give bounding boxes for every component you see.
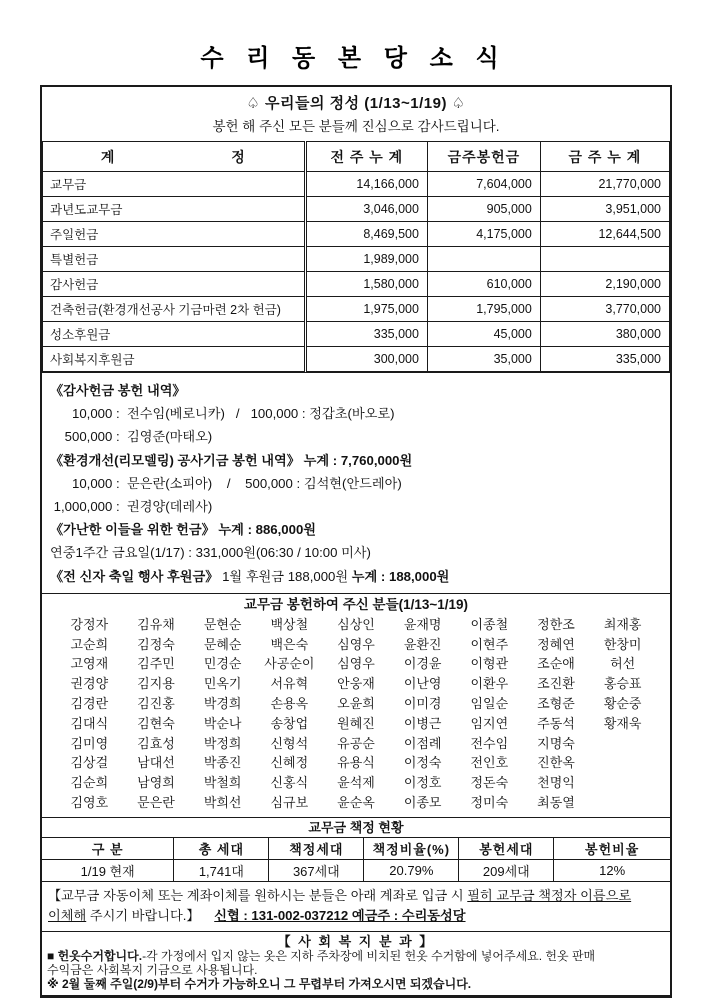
- donor-name: 황순중: [603, 696, 642, 712]
- assessment-title: 교무금 책정 현황: [308, 819, 404, 835]
- assessment-header-row: [42, 837, 670, 859]
- text-segment: 10,000 : 문은란(소피아) / 500,000 : 김석현(안드레아): [50, 475, 402, 491]
- donor-name: 유용식: [337, 755, 375, 771]
- page-title: 수 리 동 본 당 소 식: [200, 45, 507, 72]
- account-name: 주일헌금: [43, 222, 306, 247]
- donor-name: 심영우: [337, 636, 375, 652]
- this-week-amount: 1,795,000: [427, 297, 540, 322]
- text-line: [50, 449, 662, 472]
- donor-name: 윤환진: [403, 636, 442, 652]
- assessment-header: 봉헌세대: [459, 837, 554, 859]
- text-segment: 누계 : 188,000원: [351, 568, 450, 584]
- transfer-note: [42, 881, 670, 931]
- this-week-amount: 905,000: [427, 197, 540, 222]
- transfer-lines: [48, 886, 664, 926]
- text-line: [47, 964, 665, 978]
- assessment-value: 1/19 현재: [42, 859, 174, 881]
- text-segment: 1,000,000 : 권경양(데레사): [50, 499, 213, 515]
- donor-name: 김미영: [70, 735, 109, 751]
- donor-name: 주동석: [537, 715, 575, 731]
- donor-name: 민경순: [203, 656, 242, 672]
- offering-table: [42, 141, 670, 372]
- donor-name: [589, 753, 656, 773]
- donor-name: 오윤희: [337, 696, 375, 712]
- donor-name: 김효성: [137, 735, 175, 751]
- donor-name: 이병근: [403, 715, 442, 731]
- donor-names-section: [42, 593, 670, 817]
- donor-name: 이형관: [470, 656, 509, 672]
- donor-name: 정한조: [537, 616, 575, 632]
- donor-name: [589, 793, 656, 813]
- donor-name: 윤석제: [337, 775, 375, 791]
- assessment-value: 20.79%: [364, 859, 459, 881]
- donor-name: 이정호: [403, 775, 442, 791]
- offering-row: [43, 222, 670, 247]
- text-segment: ■ 헌옷수거합니다.: [47, 949, 143, 964]
- text-line: [48, 906, 664, 926]
- donor-name: 사공순이: [264, 656, 315, 672]
- text-segment: 신협 : 131-002-037212 예금주 : 수리동성당: [214, 908, 466, 924]
- donor-name: 신홍식: [270, 775, 309, 791]
- text-line: [50, 402, 662, 425]
- text-segment: 수익금은 사회복지 기금으로 사용됩니다.: [47, 963, 258, 978]
- account-name: 성소후원금: [43, 322, 306, 347]
- donor-name: 안웅재: [337, 676, 375, 692]
- assessment-value: 1,741대: [174, 859, 269, 881]
- donor-name: 정혜연: [537, 636, 575, 652]
- donor-name: 원혜진: [337, 715, 375, 731]
- this-week-amount: 7,604,000: [427, 172, 540, 197]
- donor-name: 김현숙: [137, 715, 175, 731]
- this-week-amount: 610,000: [427, 272, 540, 297]
- donor-name: 정미숙: [470, 795, 509, 810]
- donor-name: [589, 773, 656, 793]
- donor-name: 권경양: [70, 676, 109, 692]
- prev-week-total: 14,166,000: [305, 172, 427, 197]
- text-line: [50, 495, 662, 518]
- donor-name: 최동열: [537, 795, 575, 810]
- donor-name: 박희선: [203, 795, 242, 810]
- donor-name: 김진홍: [137, 696, 175, 712]
- text-segment: 주시기 바랍니다.】: [86, 908, 215, 924]
- donor-name: 윤순옥: [337, 795, 375, 810]
- offering-col-week-total: 금 주 누 계: [540, 142, 669, 172]
- text-line: [50, 518, 662, 541]
- donor-name: 정돈숙: [470, 775, 509, 791]
- text-line: [50, 379, 662, 402]
- text-segment: 이체해: [48, 908, 87, 924]
- donor-name: 박철희: [203, 775, 242, 791]
- this-week-total: 3,770,000: [540, 297, 669, 322]
- this-week-amount: 4,175,000: [427, 222, 540, 247]
- donor-name: 김경란: [70, 696, 109, 712]
- donor-name: 이현주: [470, 636, 509, 652]
- bulletin-body: [40, 85, 672, 998]
- donor-name: 이미경: [403, 696, 442, 712]
- prev-week-total: 1,975,000: [305, 297, 427, 322]
- donor-name: 김주민: [137, 656, 175, 672]
- this-week-total: 12,644,500: [540, 222, 669, 247]
- account-name: 교무금: [43, 172, 306, 197]
- donor-name: 허선: [610, 656, 636, 672]
- offering-row: [43, 197, 670, 222]
- donor-name: 조순애: [537, 656, 575, 672]
- donor-name: 강정자: [70, 616, 109, 632]
- assessment-section: [42, 817, 670, 882]
- donor-name: 남대선: [137, 755, 175, 771]
- names-grid: [42, 615, 670, 813]
- offering-row: [43, 272, 670, 297]
- donor-name: 송창업: [270, 715, 309, 731]
- this-week-total: 380,000: [540, 322, 669, 347]
- assessment-header: 책정비율(%): [364, 837, 459, 859]
- this-week-total: 21,770,000: [540, 172, 669, 197]
- offering-header-row: [43, 142, 670, 172]
- prev-week-total: 8,469,500: [305, 222, 427, 247]
- donor-name: 서유혁: [270, 676, 309, 692]
- donor-name: 최재홍: [603, 616, 642, 632]
- text-segment: 《전 신자 축일 행사 후원금》: [50, 568, 219, 584]
- text-segment: 【교무금 자동이체 또는 계좌이체를 원하시는 분들은 아래 계좌로 입금 시: [48, 888, 468, 904]
- offering-row: [43, 347, 670, 372]
- text-segment: 10,000 : 전수임(베로니카) / 100,000 : 정갑초(바오로): [50, 406, 395, 422]
- offering-col-account-label: 계: [100, 148, 116, 165]
- assessment-value: 209세대: [459, 859, 554, 881]
- donor-name: 이점례: [403, 735, 442, 751]
- donor-name: 고영재: [70, 656, 109, 672]
- detail-lines: [50, 379, 662, 588]
- donor-name: 민옥기: [203, 676, 242, 692]
- text-line: [50, 472, 662, 495]
- prev-week-total: 300,000: [305, 347, 427, 372]
- assessment-data-row: [42, 859, 670, 881]
- offering-row: [43, 297, 670, 322]
- donor-name: 박정희: [203, 735, 242, 751]
- text-line: [50, 425, 662, 448]
- account-name: 사회복지후원금: [43, 347, 306, 372]
- donor-name: 손용옥: [270, 696, 309, 712]
- donor-name: 임일순: [470, 696, 509, 712]
- welfare-section: [42, 931, 670, 994]
- donor-name: 전수임: [470, 735, 509, 751]
- donor-name: 황재욱: [603, 715, 642, 731]
- text-segment: -각 가정에서 입지 않는 옷은 지하 주차장에 비치된 헌옷 수거함에 넣어주세요. 헌옷 판매: [142, 949, 596, 964]
- donor-name: 김대식: [70, 715, 109, 731]
- donor-name: 백상철: [270, 616, 309, 632]
- donor-name: 신혜정: [270, 755, 309, 771]
- donor-name: 유공순: [337, 735, 375, 751]
- donor-name: 조형준: [537, 696, 575, 712]
- offering-row: [43, 172, 670, 197]
- text-segment: 《환경개선(리모델링) 공사기금 봉헌 내역》 누계 : 7,760,000원: [50, 452, 413, 468]
- text-line: [48, 886, 664, 906]
- donor-name: 이경윤: [403, 656, 442, 672]
- donor-name: 신형석: [270, 735, 309, 751]
- this-week-amount: [427, 247, 540, 272]
- donor-name: 김순희: [70, 775, 109, 791]
- donor-name: 김영호: [70, 795, 109, 810]
- offering-col-this-week: 금주봉헌금: [427, 142, 540, 172]
- donor-names-title: 교무금 봉헌하여 주신 분들(1/13~1/19): [243, 596, 469, 612]
- donor-name: 김지용: [137, 676, 175, 692]
- text-segment: 500,000 : 김영준(마태오): [50, 429, 213, 445]
- offering-row: [43, 247, 670, 272]
- donor-name: 김정숙: [137, 636, 175, 652]
- account-name: 감사헌금: [43, 272, 306, 297]
- assessment-table: [42, 837, 670, 882]
- assessment-header: 봉헌비율: [554, 837, 670, 859]
- prev-week-total: 1,580,000: [305, 272, 427, 297]
- donor-name: 지명숙: [537, 735, 575, 751]
- donor-name: 전인호: [470, 755, 509, 771]
- offering-table-body: [43, 172, 670, 372]
- this-week-total: 2,190,000: [540, 272, 669, 297]
- donor-name: 이종모: [403, 795, 442, 810]
- offering-header: [42, 87, 670, 141]
- donor-name: 김상걸: [70, 755, 109, 771]
- this-week-total: 3,951,000: [540, 197, 669, 222]
- assessment-header: 책정세대: [269, 837, 364, 859]
- account-name: 특별헌금: [43, 247, 306, 272]
- donor-name: 고순희: [70, 636, 109, 652]
- donor-name: 이환우: [470, 676, 509, 692]
- text-line: [50, 541, 662, 564]
- this-week-amount: 45,000: [427, 322, 540, 347]
- offering-header-subtitle: 봉헌 해 주신 모든 분들께 진심으로 감사드립니다.: [212, 119, 500, 134]
- account-name: 과년도교무금: [43, 197, 306, 222]
- donor-name: 문은란: [137, 795, 175, 810]
- offering-header-title: ♤ 우리들의 정성 (1/13~1/19) ♤: [246, 95, 466, 112]
- this-week-amount: 35,000: [427, 347, 540, 372]
- donor-name: 천명익: [537, 775, 575, 791]
- text-line: [47, 978, 665, 992]
- this-week-total: 335,000: [540, 347, 669, 372]
- donor-name: 백은숙: [270, 636, 309, 652]
- donor-name: 윤재명: [403, 616, 442, 632]
- donor-name: 박경희: [203, 696, 242, 712]
- assessment-value: 12%: [554, 859, 670, 881]
- offering-col-prev-total: 전 주 누 계: [305, 142, 427, 172]
- prev-week-total: 1,989,000: [305, 247, 427, 272]
- text-segment: ※ 2월 둘째 주일(2/9)부터 수거가 가능하오니 그 무렵부터 가져오시면 되겠습니다.: [47, 976, 472, 991]
- assessment-header: 구 분: [42, 837, 174, 859]
- prev-week-total: 3,046,000: [305, 197, 427, 222]
- offering-col-account: [43, 142, 306, 172]
- donation-details: [42, 372, 670, 593]
- offering-row: [43, 322, 670, 347]
- text-segment: 《감사헌금 봉헌 내역》: [50, 383, 186, 398]
- donor-name: 진한옥: [537, 755, 575, 771]
- this-week-total: [540, 247, 669, 272]
- donor-name: 박순나: [203, 715, 242, 731]
- donor-name: 김유채: [137, 616, 175, 632]
- assessment-header: 총 세대: [174, 837, 269, 859]
- donor-name: 문현순: [203, 616, 242, 632]
- donor-name: 박종진: [203, 755, 242, 771]
- donor-name: 이정숙: [403, 755, 442, 771]
- account-name: 건축헌금(환경개선공사 기금마련 2차 헌금): [43, 297, 306, 322]
- donor-name: 이종철: [470, 616, 509, 632]
- donor-name: 이난영: [403, 676, 442, 692]
- prev-week-total: 335,000: [305, 322, 427, 347]
- welfare-lines: [47, 950, 665, 991]
- text-line: [50, 565, 662, 588]
- donor-name: 임지연: [470, 715, 509, 731]
- text-segment: 연중1주간 금요일(1/17) : 331,000원(06:30 / 10:00 미사): [50, 545, 371, 561]
- donor-name: 문혜순: [203, 636, 242, 652]
- donor-name: 조진환: [537, 676, 575, 692]
- assessment-value: 367세대: [269, 859, 364, 881]
- donor-name: 한창미: [603, 636, 642, 652]
- donor-name: 심상인: [337, 616, 375, 632]
- donor-name: 홍승표: [603, 676, 642, 692]
- welfare-title: 【 사 회 복 지 분 과 】: [277, 934, 435, 950]
- donor-name: 남영희: [137, 775, 175, 791]
- text-segment: 1월 후원금 188,000원: [218, 568, 352, 584]
- offering-col-assessment-label: 정: [231, 148, 246, 165]
- text-segment: 필히 교무금 책정자 이름으로: [467, 888, 632, 904]
- donor-name: 심규보: [270, 795, 309, 810]
- text-segment: 《가난한 이들을 위한 헌금》 누계 : 886,000원: [50, 522, 317, 538]
- donor-name: [589, 734, 656, 754]
- donor-name: 심영우: [337, 656, 375, 672]
